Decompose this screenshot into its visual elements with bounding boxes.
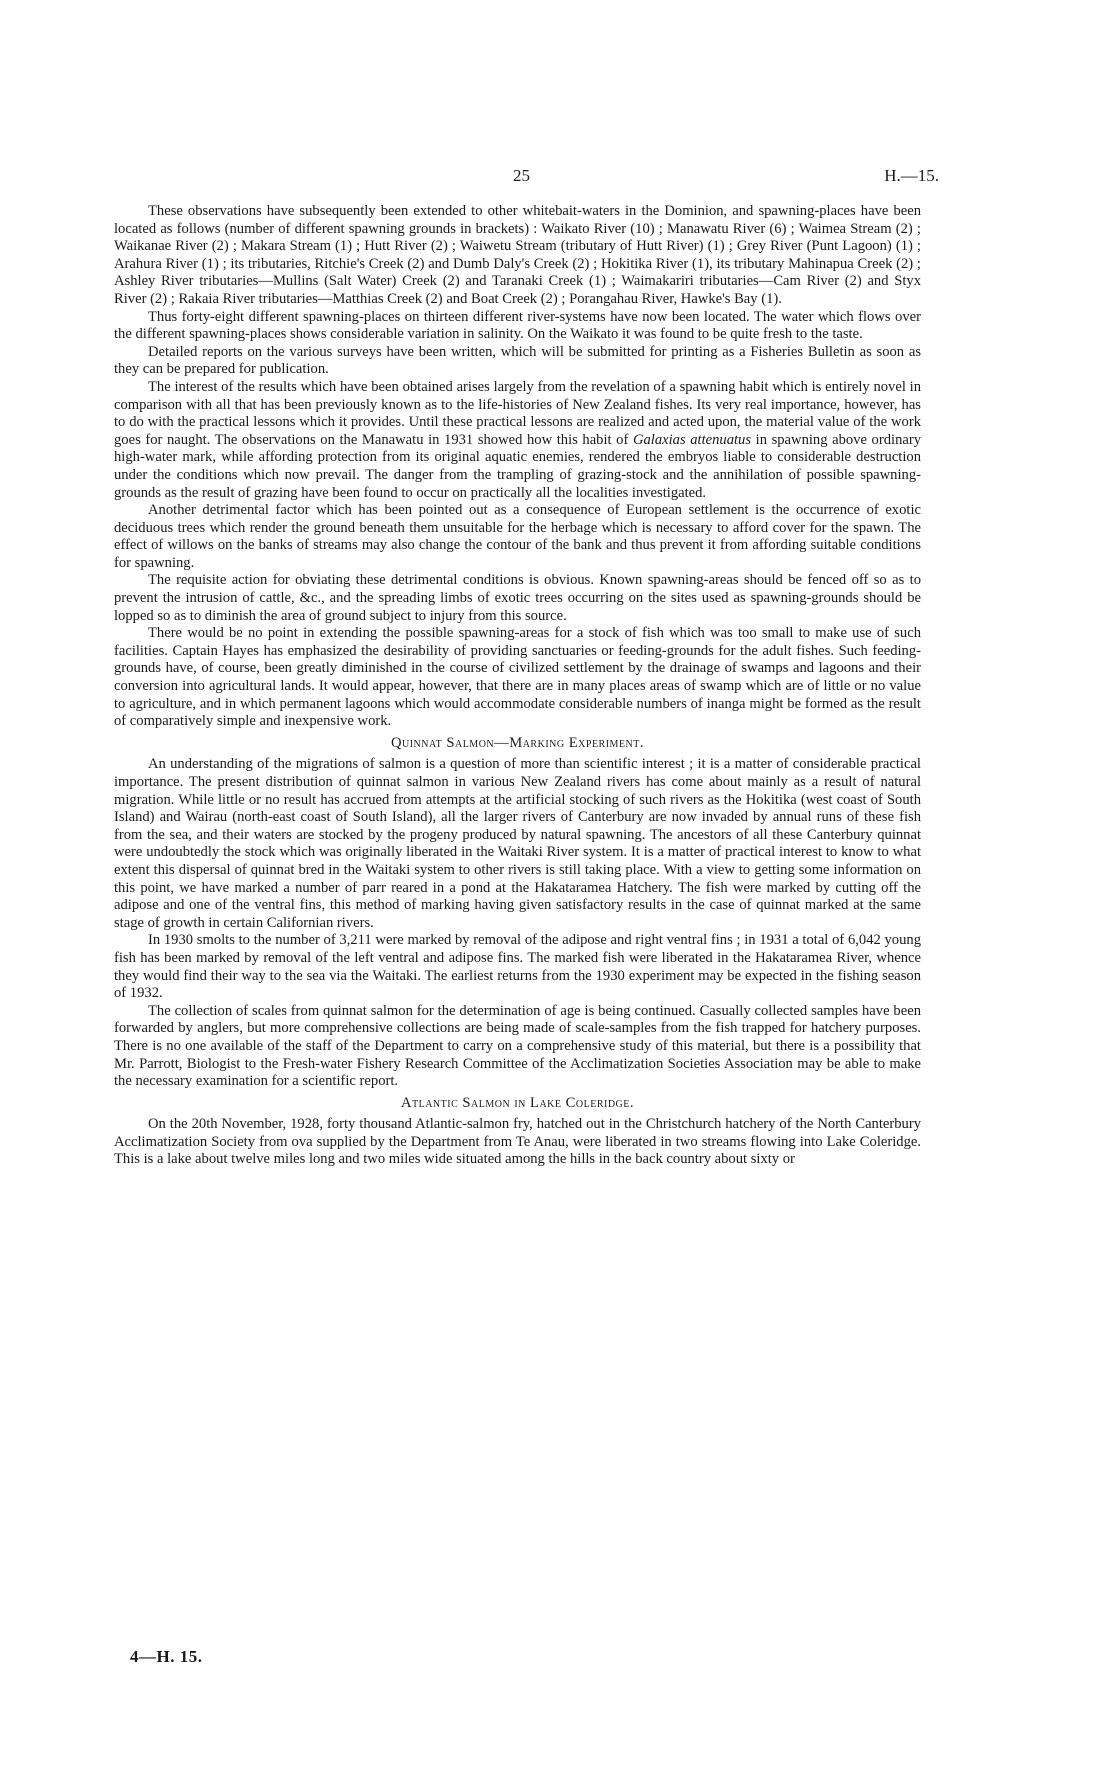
page-header bbox=[0, 166, 1114, 190]
paragraph: The collection of scales from quinnat salmon for the determination of age is being continued. Casually collected samples have been forwarded by anglers, but more comprehensive collections are being made of scale-samples from the fish trapped for hatchery purposes. There is no one available of the staff of the Department to carry on a comprehensive study of this material, but there is a possibility that Mr. Parrott, Biologist to the Fresh-water Fishery Research Committee of the Acclimatization Societies Association may be able to make the necessary examination for a scientific report. bbox=[114, 1002, 921, 1090]
paragraph: There would be no point in extending the possible spawning-areas for a stock of fish which was too small to make use of such facilities. Captain Hayes has emphasized the desirability of providing sanctuaries or feeding-grounds for the adult fishes. Such feeding-grounds have, of course, been greatly diminished in the course of civilized settlement by the drainage of swamps and lagoons and their conversion into agricultural lands. It would appear, however, that there are in many places areas of swamp which are of little or no value to agriculture, and in which permanent lagoons which would accommodate considerable numbers of inanga might be formed as the result of comparatively simple and inexpensive work. bbox=[114, 625, 921, 730]
section-heading-quinnat: Quinnat Salmon—Marking Experiment. bbox=[390, 734, 645, 751]
paragraph-galaxias: The interest of the results which have been obtained arises largely from the revelation of a spawning habit which is entirely novel in comparison with all that has been previously known as to the life-histories of New Zealand fishes. Its very real importance, however, has to do with the practical lessons which it provides. Until these practical lessons are realized and acted upon, the material value of the work goes for naught. The observations on the Manawatu in 1931 showed how this habit of Galaxias attenuatus in spawning above ordinary high-water mark, while affording protection from its original aquatic enemies, rendered the embryos liable to considerable destruction under the conditions which now prevail. The danger from the trampling of grazing-stock and the annihilation of possible spawning-grounds as the result of grazing have been found to occur on practically all the localities investigated. bbox=[114, 378, 921, 501]
paragraph: An understanding of the migrations of salmon is a question of more than scientific interest ; it is a matter of considerable practical importance. The present distribution of quinnat salmon in various New Zealand rivers has come about mainly as a result of natural migration. While little or no result has accrued from attempts at the artificial stocking of such rivers as the Hokitika (west coast of South Island) and Wairau (north-east coast of South Island), all the larger rivers of Canterbury are now invaded by annual runs of these fish from the sea, and their waters are stocked by the progeny produced by natural spawning. The ancestors of all these Canterbury quinnat were undoubtedly the stock which was originally liberated in the Waitaki River system. It is a matter of practical interest to know to what extent this dispersal of quinnat bred in the Waitaki system to other rivers is still taking place. With a view to getting some information on this point, we have marked a number of parr reared in a pond at the Hakataramea Hatchery. The fish were marked by cutting off the adipose and one of the ventral fins, this method of marking having given satisfactory results in the case of quinnat marked at the same stage of growth in certain Californian rivers. bbox=[114, 756, 921, 931]
paragraph: Another detrimental factor which has been pointed out as a consequence of European settlement is the occurrence of exotic deciduous trees which render the ground beneath them unsuitable for the herbage which is necessary to afford cover for the spawn. The effect of willows on the banks of streams may also change the contour of the bank and thus prevent it from affording suitable conditions for spawning. bbox=[114, 502, 921, 571]
paragraph: Thus forty-eight different spawning-places on thirteen different river-systems have now been located. The water which flows over the different spawning-places shows considerable variation in salinity. On the Waikato it was found to be quite fresh to the taste. bbox=[114, 308, 921, 343]
paragraph: In 1930 smolts to the number of 3,211 were marked by removal of the adipose and right ventral fins ; in 1931 a total of 6,042 young fish has been marked by removal of the left ventral and adipose fins. The marked fish were liberated in the Hakataramea River, whence they would find their way to the sea via the Waitaki. The earliest returns from the 1930 experiment may be expected in the fishing season of 1932. bbox=[114, 932, 921, 1002]
paragraph: These observations have subsequently been extended to other whitebait-waters in the Dominion, and spawning-places have been located as follows (number of different spawning grounds in brackets) : Waikato River (10) ; Manawatu River (6) ; Waimea Stream (2) ; Waikanae River (2) ; Makara Stream (1) ; Hutt River (2) ; Waiwetu Stream (tributary of Hutt River) (1) ; Grey River (Punt Lagoon) (1) ; Arahura River (1) ; its tributaries, Ritchie's Creek (2) and Dumb Daly's Creek (2) ; Hokitika River (1), its tributary Mahinapua Creek (2) ; Ashley River tributaries—Mullins (Salt Water) Creek (2) and Taranaki Creek (1) ; Waimakariri tributaries—Cam River (2) and Styx River (2) ; Rakaia River tributaries—Matthias Creek (2) and Boat Creek (2) ; Porangahau River, Hawke's Bay (1). bbox=[114, 203, 921, 307]
paragraph: The requisite action for obviating these detrimental conditions is obvious. Known spawning-areas should be fenced off so as to prevent the intrusion of cattle, &c., and the spreading limbs of exotic trees occurring on the sites used as spawning-grounds should be lopped so as to diminish the area of ground subject to injury from this source. bbox=[114, 572, 921, 624]
paragraph: On the 20th November, 1928, forty thousand Atlantic-salmon fry, hatched out in the Christchurch hatchery of the North Canterbury Acclimatization Society from ova supplied by the Department from Te Anau, were liberated in two streams flowing into Lake Coleridge. This is a lake about twelve miles long and two miles wide situated among the hills in the back country about sixty or bbox=[114, 1116, 921, 1168]
body-text bbox=[114, 203, 921, 1169]
signature-mark: 4—H. 15. bbox=[130, 1647, 203, 1666]
section-heading-atlantic: Atlantic Salmon in Lake Coleridge. bbox=[400, 1094, 635, 1111]
species-name: Galaxias attenuatus bbox=[632, 431, 752, 448]
page-number: 25 bbox=[513, 166, 530, 185]
document-reference: H.—15. bbox=[884, 166, 939, 185]
paragraph: Detailed reports on the various surveys have been written, which will be submitted for printing as a Fisheries Bulletin as soon as they can be prepared for publication. bbox=[114, 343, 921, 378]
